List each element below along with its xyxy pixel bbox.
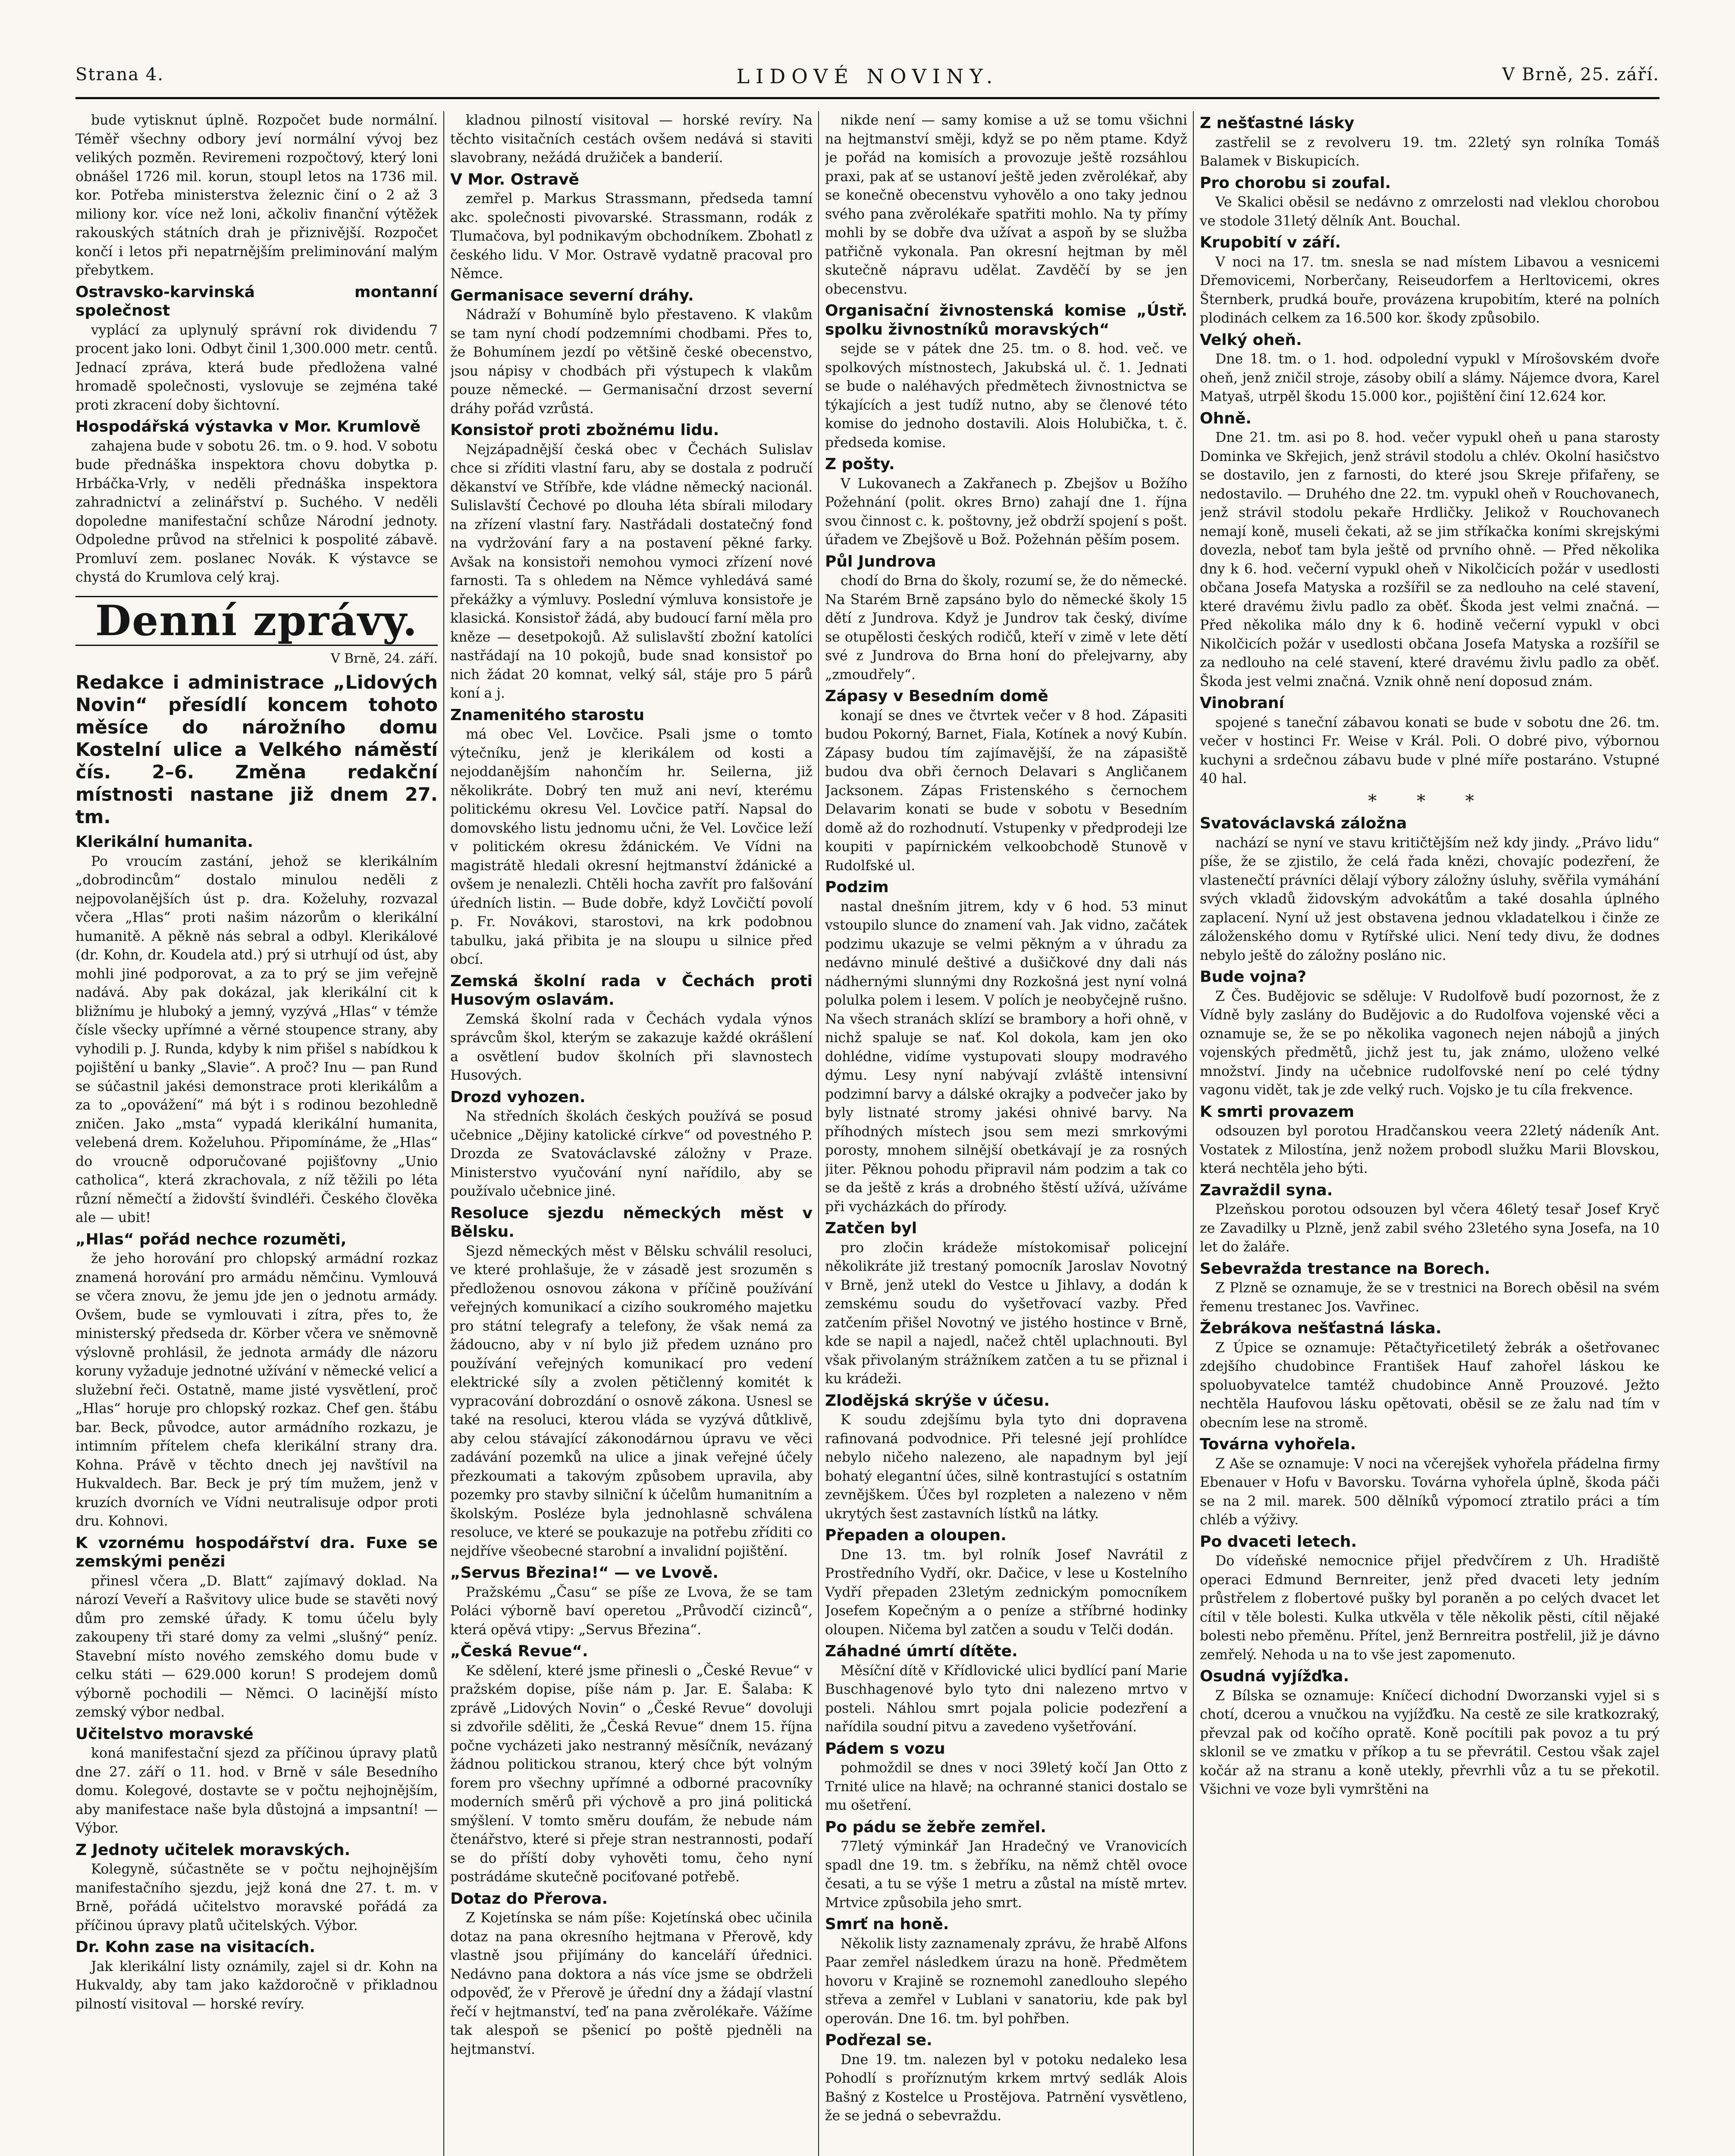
column-divider — [443, 111, 444, 2156]
article-headline: Bude vojna? — [1200, 968, 1307, 986]
column-1-top — [75, 111, 438, 587]
article-paragraph: 77letý výminkář Jan Hradečný ve Vranovicích spadl dne 19. tm. s žebříku, na němž chtěl ovoce česati, a tu se výše 1 metru a zůstal na místě mrtev. Mrtvice způsobila jeho smrt. — [825, 1839, 1187, 1911]
column-divider — [818, 111, 819, 2156]
column-divider — [1193, 111, 1194, 2156]
column-1-bottom — [75, 833, 438, 2014]
article-headline: Smrť na honě. — [825, 1915, 949, 1933]
article-headline: Resoluce sjezdu německých měst v Bělsku. — [450, 1204, 813, 1241]
article-paragraph: zahajena bude v sobotu 26. tm. o 9. hod. V sobotu bude přednáška inspektora chovu dobytka p. Hrbáčka-Vrly, v neděli přednáška inspektora zahradnictví a zelinářství p. Suchého. V neděli dopoledne manifestační schůze Národní jednoty. Odpoledne průvod na střelnici k pospolité zábavě. Promluví zem. poslanec Novák. K výstavce se chystá do Krumlova celý kraj. — [75, 438, 438, 585]
article-headline: Velký oheň. — [1200, 331, 1302, 349]
article-paragraph: Na středních školách českých používá se posud učebnice „Dějiny katolické církve“ od povestného P. Drozda ze Svatováclavské záložny v Praze. Ministerstvo vyučování nyní nařídilo, aby se používalo učebnice jiné. — [450, 1109, 813, 1199]
article-paragraph: nikde není — samy komise a už se tomu všichni na hejtmanství směji, když se po něm ptame. Když je pořád na komisích a provozuje ještě rozsáhlou praxi, pak ať se ustanoví ještě jeden zvěrolékař, aby se konečně obecenstvu vyhovělo a ono taky jednou svého pana zvěrolékaře spatřiti mohlo. Na ty přímy mohli by se dobře dva užívat a aspoň by se služba patřičně vykonala. Pan okresní hejtman by měl skutečně nápravu udělat. Zavděčí by se jen obecenstvu. — [825, 113, 1187, 297]
article-paragraph: Několik listy zaznamenaly zprávu, že hrabě Alfons Paar zemřel následkem úrazu na honě. Předmětem hovoru v Krajině se roznemohl zanedlouho slepého střeva a zemřel v Lublani v sanatoriu, kde pak byl operován. Dne 16. tm. byl pohřben. — [825, 1936, 1187, 2027]
article-headline: Po pádu se žebře zemřel. — [825, 1818, 1046, 1836]
article-paragraph: přinesl včera „D. Blatt“ zajímavý doklad. Na nározí Veveří a Rašvitovy ulice bude se stavěti nový dům pro zemské úřady. K tomu účelu byly zakoupeny tři staré domy za velmi „slušný“ peníz. Stavební místo nového zemského domu bude v celku státi — 629.000 korun! S prodejem domů výborně pochodili — Němci. O lacinější místo zemský výbor nedbal. — [75, 1573, 438, 1720]
article-headline: Pádem s vozu — [825, 1739, 945, 1758]
article-paragraph: V noci na 17. tm. snesla se nad místem Libavou a vesnicemi Dřemovicemi, Norberčany, Reiseudorfem a Herltovicemi, okres Šternberk, prudká bouře, provázena krupobitím, které na polních plodinách celkem za 16.500 kor. škody způsobilo. — [1200, 254, 1660, 326]
article-headline: Podzim — [825, 878, 889, 896]
article-headline: K smrti provazem — [1200, 1103, 1355, 1121]
article-headline: Drozd vyhozen. — [450, 1088, 586, 1106]
article-paragraph: spojené s taneční zábavou konati se bude v sobotu dne 26. tm. večer v hostinci Fr. Weise v Král. Poli. O dobré pivo, výbornou kuchyni a srdečnou zábavu bude v plné míře postaráno. Vstupné 40 hal. — [1200, 714, 1660, 787]
article-headline: „Česká Revue“. — [450, 1642, 588, 1660]
masthead-title: LIDOVÉ NOVINY. — [736, 65, 999, 88]
article-paragraph: Z Úpice se oznamuje: Pětačtyřicetiletý žebrák a ošetřovanec zdejšího chudobince František Hauf zahořel láskou ke spoluobyvatelce tamtéž chudobince Anně Prouzové. Ježto nechtěla Haufovou lásku opětovati, oběsil se ze žalu nad tím v obecním lese na stromě. — [1200, 1340, 1660, 1431]
article-headline: Z pošty. — [825, 455, 895, 473]
column-1 — [75, 111, 438, 2156]
article-headline: Zemská školní rada v Čechách proti Husovým oslavám. — [450, 972, 813, 1009]
article-paragraph: Dne 21. tm. asi po 8. hod. večer vypukl oheň u pana starosty Dominka ve Skřejich, jenž strávil stodolu a chlév. Okolní hasičstvo se dostavilo, jen z farnosti, do které jsou Skreje přifařeny, se nedostavilo. — Druhého dne 22. tm. vypukl oheň v Rouchovanech, jenž strávil stodolu pekaře Hrdličky. Jelikož v Rouchovanech nemají koně, museli čekati, až se jim stříkačka koními skrejskými dovezla, neboť tam byla ještě od prvního ohně. — Před několika dny k 6. hod. večerní vypukl oheň v Nikolčicích požár v usedlosti občana Josefa Matyska a rozšířil se za nedlouho na celé stavení, které dravému živlu padlo za oběť. Škoda jest velmi značná. — Před několika málo dny k 6. hodině večerní vypukl v obci Nikolčicích požár v usedlosti občana Josefa Matyska a rozšířil se za nedlouho na celé stavení, které dravému živlu padlo za oběť. Škoda jest velmi značná. Vznik ohně není doposud znám. — [1200, 430, 1660, 689]
article-headline: Hospodářská výstavka v Mor. Krumlově — [75, 418, 421, 436]
article-headline: K vzornému hospodářství dra. Fuxe se zemskými penězi — [75, 1534, 438, 1570]
article-paragraph: Pražskému „Času“ se píše ze Lvova, že se tam Poláci výborně baví operetou „Průvodčí cizinců“, která opěvá vtipy: „Servus Březina“. — [450, 1584, 813, 1638]
article-paragraph: Ve Skalici oběsil se nedávno z omrzelosti nad vleklou chorobou ve stodole 31letý dělník Ant. Bouchal. — [1200, 194, 1660, 229]
article-headline: Konsistoř proti zbožnému lidu. — [450, 421, 719, 439]
article-paragraph: nastal dnešním jitrem, kdy v 6 hod. 53 minut vstoupilo slunce do znamení vah. Jak vidno, začátek podzimu ukazuje se velmi pěkným a v úhradu za nedávno minulé deštivé a dušičkové dny dali nás nádhernými slunnými dny Rozkošná jest nyní volná polulka polem i lesem. V polích je neobyčejně rušno. Na všech stranách sklízí se brambory a hoři ohně, v nichž spaluje se nať. Kol dokola, kam jen oko dohlédne, vidíme vystupovati sloupy modravého dýmu. Lesy nyní nabývají zvláště intensivní podzimní barvy a dálské okrajky a podvečer jako by byly listnaté stromy jakési ohnivé barvy. Na příhodných místech jsou sem mezi smrkovými porosty, mnohem silnější obetkávají je za rosných jiter. Pěknou pohodu připravil nám podzim a tak co se da ještě z krás a drobného štěstí užívá, užíváme při vycházkách do přírody. — [825, 899, 1187, 1215]
article-paragraph: Z Kojetínska se nám píše: Kojetínská obec učinila dotaz na pana okresního hejtmana v Přerově, kdy vlastně jsou přijímány do kanceláří úřednici. Nedávno pana doktora a nás více jsme se obdrželi odpověď, že v Přerově je úřední dny a žádají vlastní řečí v hejtmanství, teď na pana zvěrolékaře. Vážíme tak alespoň se pšenicí po poště pjedněli na hejtmanství. — [450, 1910, 813, 2057]
article-paragraph: že jeho horování pro chlopský armádní rozkaz znamená horování pro armádu němčinu. Vymlouvá se včera znovu, že jemu jde jen o jednotu armády. Ovšem, bude se vymlouvati i zítra, přes to, že ministerský předseda dr. Körber včera ve sněmovně výslovně prohlásil, že jednota armády dle názoru koruny vyžaduje jednotné užívání v německé velicí a služební řeči. Ostatně, mame jisté vysvětlení, proč „Hlas“ horuje pro chlopský rozkaz. Chef gen. štábu bar. Beck, původce, autor armádního rozkazu, je intimním přítelem chefa klerikální strany dra. Kohna. Právě v těchto dnech jej navštívil na Hukvaldech. Bar. Beck je prý tím mužem, jenž v kruzích dvorních ve Vídni neutralisuje odpor proti dru. Kohnovi. — [75, 1251, 438, 1529]
article-headline: „Hlas“ pořád nechce rozuměti, — [75, 1230, 347, 1248]
article-paragraph: konají se dnes ve čtvrtek večer v 8 hod. Zápasiti budou Pokorný, Barnet, Fiala, Kotínek a nový Kubín. Zápasy budou tím zajímavější, že na zápasiště budou dva obři černoch Delavari s Angličanem Jacksonem. Zápas Fristenského s černochem Delavarim konati se bude v sobotu v Besedním domě až do rozhodnutí. Vstupenky v předprodeji lze koupiti v papírnickém velkoobchodě Stunově v Rudolfské ul. — [825, 708, 1187, 874]
article-headline: „Servus Březina!“ — ve Lvově. — [450, 1564, 718, 1582]
article-paragraph: bude vytisknut úplně. Rozpočet bude normální. Téměř všechny odbory jeví normální vývoj bez velikých pozměn. Reviremeni rozpočtový, který loni obnášel 1726 mil. korun, stoupl letos na 1736 mil. kor. Potřeba ministerstva železnic činí o 2 až 3 miliony kor. více než loni, ačkoliv finanční výtěžek rakouských státních drah je přiznivější. Rozpočet končí i letos při nepatrnějším preliminování malým přebytkem. — [75, 113, 438, 278]
article-headline: Osudná vyjížďka. — [1200, 1667, 1349, 1685]
article-headline: Učitelstvo moravské — [75, 1725, 254, 1743]
article-headline: Germanisace severní dráhy. — [450, 286, 694, 304]
article-headline: Továrna vyhořela. — [1200, 1435, 1356, 1453]
page-header — [75, 65, 1660, 95]
article-headline: Z Jednoty učitelek moravských. — [75, 1841, 351, 1859]
relocation-notice: Redakce i administrace „Lidových Novin“ přesídlí koncem tohoto měsíce do nárožního domu Kostelní ulice a Velkého náměstí čís. 2–6. Změna redakční místnosti nastane již dnem 27. tm. — [75, 672, 438, 828]
article-headline: Po dvaceti letech. — [1200, 1532, 1357, 1551]
article-paragraph: pro zločin krádeže místokomisař policejní několikráte již trestaný pomocník Jaroslav Novotný v Brně, jenž utekl do Vestce u Jihlavy, a dodán k zemskému soudu do vyšetřovací vazby. Před zatčením přišel Novotný ve jistého hostince v Brně, kde se napil a najedl, načež chtěl uplachnouti. Byl však přivolaným strážníkem zatčen a tu se přiznal i ku krádeži. — [825, 1240, 1187, 1387]
section-separator: * * * — [1368, 791, 1491, 811]
article-paragraph: má obec Vel. Lovčice. Psali jsme o tomto výtečníku, jenž je klerikálem od kosti a nejoddanějším nahončím hr. Seilerna, již několikráte. Dobrý ten muž ani neví, kterému politickému okresu Vel. Lovčice patří. Napsal do domovského listu jednomu učni, že Vel. Lovčice leží v politickém okresu ždánickém. Ve Vídni na magistrátě hledali okresní hejtmanství ždánické a ovšem je nenalezli. Chtěli hocha zavřít pro falšování úředních listin. — Bude dobře, když Lovčičtí povolí p. Fr. Novákovi, starostovi, na krk podobnou tabulku, jaká přibita je na sloupu u silnice před obcí. — [450, 727, 813, 967]
section-banner: Denní zprávy. — [75, 596, 438, 646]
article-headline: Záhadné úmrtí dítěte. — [825, 1642, 1018, 1660]
article-paragraph: Sjezd německých měst v Bělsku schválil resoluci, ve které prohlašuje, že v zásadě jest srozuměn s předloženou osnovou zákona v příčině používání veřejných komunikací a cizího soukromého majetku pro státní telegrafy a telefony, že však nemá za žádoucno, aby v ní bylo již předem uznáno pro používání veřejných komunikací pro vedení elektrické síly a zvolen pětičlenný komitét k vypracování dobrozdání o osnově zákona. Usnesl se také na resoluci, kterou vláda se vyzývá důtklivě, aby celou stávající zákonodárnou úpravu ve věci zadávání pozemků na ulice a jinak veřejné účely přezkoumati a takovým způsobem upravila, aby pozemky pro stavby silniční k účelům humanitním a školským. Posléze byla jednohlasně schválena resoluce, ve které se poukazuje na potřebu zříditi co nejdříve všeobecné starobní a invalidní pojištění. — [450, 1243, 813, 1559]
article-paragraph: Ke sdělení, které jsme přinesli o „České Revue“ v pražském dopise, píše nám p. Jar. E. Šalaba: K zprávě „Lidových Novin“ o „České Revue“ dovoluji si zdvořile sděliti, že „Česká Revue“ dnem 15. října počne vycházeti jako nestranný měsíčník, nevázaný žádnou politickou stranou, který chce být volným forem pro všechny upřímné a odborné pracovníky moderních směrů při výchově a pro jiná politická smýšlení. V tomto směru doufám, že nebude nám čtenářstvo, které si přeje stran nestrannosti, podaří se do příští doby vyhověti tomu, čeho nyní postrádáme skutečně pociťované potřebě. — [450, 1663, 813, 1885]
article-paragraph: pohmoždil se dnes v noci 39letý kočí Jan Otto z Trnité ulice na hlavě; na ochranné stanici dostalo se mu ošetření. — [825, 1760, 1187, 1813]
article-headline: Klerikální humanita. — [75, 833, 254, 851]
article-headline: Zlodějská skrýše v účesu. — [825, 1391, 1050, 1410]
article-headline: Podřezal se. — [825, 2031, 932, 2049]
page-number: Strana 4. — [75, 65, 164, 85]
article-headline: Ostravsko-karvinská montanní společnost — [75, 283, 438, 320]
article-paragraph: odsouzen byl porotou Hradčanskou veera 22letý nádeník Ant. Vostatek z Milostína, jenž nožem probodl služku Marii Blovskou, která nechtěla jeho býti. — [1200, 1123, 1660, 1176]
article-headline: Svatováclavská záložna — [1200, 815, 1407, 832]
article-headline: Žebrákova nešťastná láska. — [1200, 1319, 1442, 1337]
column-2 — [450, 111, 813, 2156]
article-paragraph: Z Aše se oznamuje: V noci na včerejšek vyhořela přádelna firmy Ebenauer v Hofu v Bavorsku. Továrna vyhořela úplně, škoda páči se na 2 mil. marek. 500 dělníků výpomocí ztratilo práci a tím chléb a výživy. — [1200, 1456, 1660, 1528]
article-headline: Přepaden a oloupen. — [825, 1526, 1007, 1544]
article-paragraph: zastřelil se z revolveru 19. tm. 22letý syn rolníka Tomáš Balamek v Biskupicích. — [1200, 135, 1660, 169]
article-paragraph: Do vídeňské nemocnice přijel předvčírem z Uh. Hradiště operaci Edmund Bernreiter, jenž před dvaceti lety jedním průstřelem z flobertové pušky byl poraněn a po celých dvacet let cítil v těle bolesti. Kulka utkvěla v těle několik pěsti, cítil nějaké bolesti nebo přeměnu. Přítel, jenž Bernreitra postřelil, již je dávno zemřelý. Nehoda u na to vše jest zapomenuto. — [1200, 1553, 1660, 1663]
article-headline: Pro chorobu si zoufal. — [1200, 174, 1391, 192]
article-paragraph: Nejzápadnější česká obec v Čechách Sulislav chce si zříditi vlastní faru, aby se dostala z područí děkanství ve Stříbře, kde vládne německý nacionál. Sulislavští Čechové po dlouha léta sbírali milodary na zřízení vlastní fary. Nastřádali dostatečný fond na vydržování fary a na postavení pěkné farky. Avšak na konsistoři nemohou vymoci zřízení nové farnosti. Ta s ohledem na Němce vyhledává samé překážky a výmluvy. Poslední výmluva konsistoře je klasická. Konsistoř žádá, aby budoucí farní měla pro kněze — desetpokojů. Až sulislavští zbožní katolíci nastřádají na 10 pokojů, bude snad konsistoř po nich žádat 20 komnat, velký sál, stáje pro 5 párů koní a j. — [450, 442, 813, 701]
article-headline: Sebevražda trestance na Borech. — [1200, 1260, 1490, 1278]
article-headline: Organisační živnostenská komise „Ústř. spolku živnostníků moravských“ — [825, 302, 1187, 338]
article-paragraph: Po vroucím zastání, jehož se klerikálním „dobrodincům“ dostalo minulou neděli z nejpovolanějších úst p. dra. Koželuhy, rozvazal včera „Hlas“ proti našim názorům o klerikální humanitě. A pěkně nás sebral a odbyl. Klerikálové (dr. Kohn, dr. Koudela atd.) prý si utrhují od úst, aby mohli jiné podporovat, a za to prý se jim veřejně nadává. Aby pak dokázal, jak klerikální cit k bližnímu je hluboký a jemný, vyzývá „Hlas“ v témže čísle všecky upřímné a věrné stoupence strany, aby vyhodili p. J. Runda, kdyby k nim přišel s nabídkou k pojištění u banky „Slavie“. A proč? Inu — pan Rund se súčastnil jakési demonstrace proti klerikálům a za to „opovážení“ má být i s rodinou bezohledně zničen. Jako „msta“ vypadá klerikální humanita, velebená drem. Koželuhou. Připomínáme, že „Hlas“ do vroucně odporučované pojišťovny „Unio catholica“, která zkrachovala, z níž těžili po léta různí němečtí a židovští švindléři. Českého člověka ale — ubit! — [75, 853, 438, 1225]
column-4 — [1200, 111, 1660, 2156]
article-paragraph: kladnou pilností visitoval — horské revíry. Na těchto visitačních cestách ovšem nedává si staviti slavobrany, nežádá družiček a banderií. — [450, 113, 813, 166]
article-headline: Ohně. — [1200, 409, 1252, 427]
article-paragraph: Dne 18. tm. o 1. hod. odpolední vypukl v Mírošovském dvoře oheň, jenž zničil stroje, zásoby obilí a slámy. Nájemce dvora, Karel Matyaš, utrpěl škodu 15.000 kor., pojištění činí 12.624 kor. — [1200, 351, 1660, 404]
column-3 — [825, 111, 1187, 2156]
article-paragraph: Nádraží v Bohumíně bylo přestaveno. K vlakům se tam nyní chodí podzemními chodbami. Přes to, že Bohumínem jezdí po většině české obecenstvo, jsou nápisy v chodbách při výstupech k vlakům pouze německé. — Germanisační drzost severní dráhy pořád vzrůstá. — [450, 307, 813, 417]
article-headline: Zavraždil syna. — [1200, 1181, 1333, 1199]
article-headline: V Mor. Ostravě — [450, 170, 579, 188]
article-paragraph: Kolegyně, súčastněte se v počtu nejhojnějším manifestačního sjezdu, jejž koná dne 27. t. m. v Brně, pořádá učitelstvo moravské pořádá za příčinou úpravy platů učitelských. Výbor. — [75, 1861, 438, 1934]
article-paragraph: vyplácí za uplynulý správní rok dividendu 7 procent jako loni. Odbyt činil 1,300.000 metr. centů. Jednací zpráva, která bude předložena valné hromadě společnosti, vyslovuje se zejména také proti zkracení doby šichtovní. — [75, 322, 438, 413]
article-paragraph: Z Bílska se oznamuje: Kníčecí dichodní Dworzanski vyjel si s chotí, dcerou a vnučkou na vyjížďku. Na cestě ze sile kratkozraký, převzal pak od kočího opratě. Koně pocítili pak povoz a tu prý sklonil se ve zmatku v příkop a tu se převrátil. Cestou však zajel kočár až na stranu a koně utekly, převrhli vůz a tu se překotil. Všichni ve voze byli vymrštěni na — [1200, 1688, 1660, 1797]
article-paragraph: K soudu zdejšímu byla tyto dni dopravena rafinovaná podvodnice. Při telesné její prohlídce nebylo ničeho nalezeno, ale napadnym byl její bohatý elegantní účes, silně kontrastující s ostatním zevnějškem. Účes byl rozpleten a nalezeno v něm ukrytých šest zastavních lístků na látky. — [825, 1412, 1187, 1522]
header-rule — [75, 97, 1660, 99]
article-headline: Vinobraní — [1200, 694, 1284, 712]
article-paragraph: Plzeňskou porotou odsouzen byl včera 46letý tesař Josef Kryč ze Zavadilky u Plzně, jenž zabil svého 23letého syna Josefa, na 10 let do žaláře. — [1200, 1202, 1660, 1255]
article-paragraph: sejde se v pátek dne 25. tm. o 8. hod. več. ve spolkových místnostech, Jakubská ul. č. 1. Jednati se bude o naléhavých předmětech živnostnictva se týkajících a jest tudíž nutno, aby se členové této komise do jednoho dostavili. Alois Holubička, t. č. předseda komise. — [825, 341, 1187, 451]
article-paragraph: nachází se nyní ve stavu kritičtějším než kdy jindy. „Právo lidu“ píše, že se zjistilo, že celá řada knězi, chovajíc podezření, že vlastenečtí právníci dělají výbory záložny úsluhy, svěřila vymáhání svých vkladů židovským advokátům a také dosahla úplného zaplacení. Nyní už jest obstavena jednou vkladatelkou i činže ze záloženského domu v Rytířské ulici. Není tedy divu, že dodnes nebylo ještě do záložny posláno nic. — [1200, 835, 1660, 963]
issue-date: V Brně, 25. září. — [1502, 65, 1660, 85]
article-paragraph: chodí do Brna do školy, rozumí se, že do německé. Na Starém Brně zapsáno bylo do německé školy 15 dětí z Jundrova. Když je Jundrov tak český, divíme se otupělosti českých rodičů, kteří v zimě v lete dětí své z Jundrova do Brna honí do přelejvarny, aby „zmoudřely“. — [825, 573, 1187, 683]
article-headline: Zatčen byl — [825, 1219, 917, 1237]
article-headline: Zápasy v Besedním domě — [825, 687, 1048, 705]
article-paragraph: V Lukovanech a Zakřanech p. Zbejšov u Božího Požehnání (polit. okres Brno) zahají dne 1. října svou činnost c. k. poštovny, jež obdrží spojení s pošt. úřadem ve Zbejšově u Bož. Požehnán pěším posem. — [825, 476, 1187, 548]
article-paragraph: Z Čes. Budějovic se sděluje: V Rudolfově budí pozornost, že z Vídně byly zaslány do Budějovic a do Rudolfova vojenské věci a oznamuje se, že se po několika vagonech nejen nábojů a jiných vojenských předmětů, jichž jest tu, jak známo, uloženo velké množství. Jindy na učebnice rudolfovské není po celé týdny vagonu vidět, tak je zde velký ruch. Vojsko je tu cíla frekvence. — [1200, 988, 1660, 1098]
dateline: V Brně, 24. září. — [330, 651, 438, 666]
article-paragraph: Dne 19. tm. nalezen byl v potoku nedaleko lesa Pohodlí s proříznutým krkem mrtvý sedlák Alois Bašný z Kostelce u Prostějova. Patrnění vysvětleno, že se jedná o sebevraždu. — [825, 2052, 1187, 2124]
article-headline: Znamenitého starostu — [450, 706, 645, 724]
article-paragraph: koná manifestační sjezd za příčinou úpravy platů dne 27. září o 11. hod. v Brně v sále Besedního domu. Kolegové, dostavte se v počtu nejhojnějším, aby manifestace naše byla důstojná a impsantní! — Výbor. — [75, 1745, 438, 1836]
article-paragraph: Z Plzně se oznamuje, že se v trestnici na Borech oběsil na svém řemenu trestanec Jos. Vavřinec. — [1200, 1280, 1660, 1315]
article-headline: Dotaz do Přerova. — [450, 1890, 608, 1908]
article-paragraph: Dne 13. tm. byl rolník Josef Navrátil z Prostředního Vydří, okr. Dačice, v lese u Kostelního Vydří přepaden 23letým zednickým pomocníkem Josefem Kopečným a o peníze a stříbrné hodinky oloupen. Ničema byl zatčen a soudu v Telči dodán. — [825, 1547, 1187, 1638]
article-headline: Z nešťastné lásky — [1200, 114, 1355, 132]
article-paragraph: Zemská školní rada v Čechách vydala výnos správcům škol, kterým se zakazuje každé okrášlení a osvětlení budov školních při slavnostech Husových. — [450, 1011, 813, 1083]
article-headline: Půl Jundrova — [825, 552, 936, 570]
article-headline: Krupobití v září. — [1200, 234, 1341, 251]
article-paragraph: Jak klerikální listy oznámily, zajel si dr. Kohn na Hukvaldy, aby tam jako každoročně v přikladnou pilností visitoval — horské revíry. — [75, 1959, 438, 2012]
article-paragraph: Měsíční dítě v Křídlovické ulici bydlící paní Marie Buschhagenové bylo tyto dni nalezeno mrtvo v posteli. Náhlou smrt pojala policie podezření a nařídila soudní pitvu a zavedeno vyšetřování. — [825, 1663, 1187, 1735]
article-headline: Dr. Kohn zase na visitacích. — [75, 1938, 315, 1956]
article-paragraph: zemřel p. Markus Strassmann, předseda tamní akc. společnosti pivovarské. Strassmann, rodák z Tlumačova, byl podnikavým obchodníkem. Zbohatl z českého lidu. V Mor. Ostravě vydatně pracoval pro Němce. — [450, 191, 813, 282]
